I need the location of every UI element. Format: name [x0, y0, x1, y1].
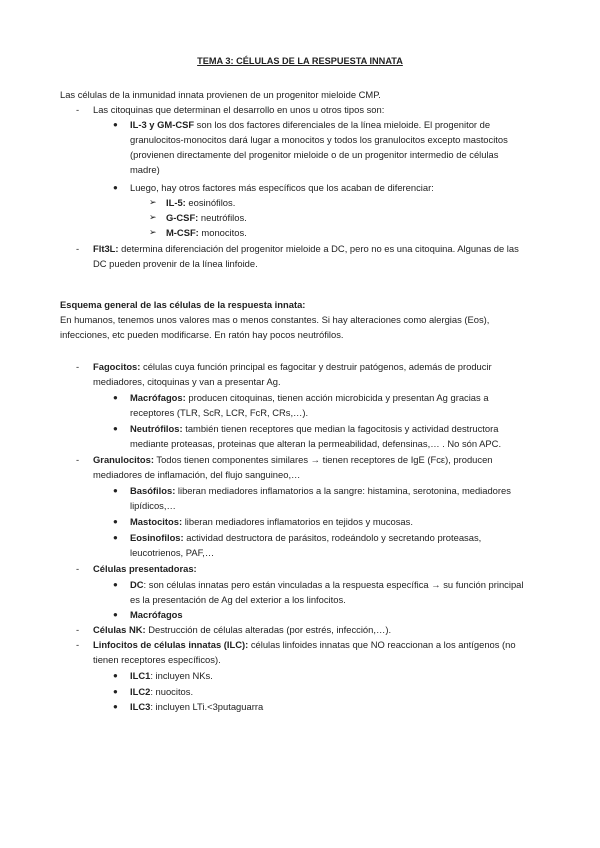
text: Destrucción de células alteradas (por estrés, infección,…). [145, 624, 392, 635]
macrofagos-line2: receptores (TLR, ScR, LCR, FcR, CRs,…). [130, 407, 309, 418]
text: eosinófilos. [185, 197, 236, 208]
dash-marker: - [76, 454, 80, 465]
ilc-item [93, 637, 516, 652]
section-paragraph-line1: En humanos, tenemos unos valores mas o menos constantes. Si hay alteraciones como alergias (Eos), [60, 314, 490, 325]
bullet-icon: ● [113, 533, 118, 542]
page-title: TEMA 3: CÉLULAS DE LA RESPUESTA INNATA [197, 56, 403, 66]
dash-marker: - [76, 361, 80, 372]
eosinofilos-line2: leucotrienos, PAF,… [130, 547, 215, 558]
sub-item-il5 [166, 195, 235, 210]
bullet-icon: ● [113, 687, 118, 696]
term: ILC3 [130, 701, 151, 712]
flt3l-item [93, 241, 519, 256]
fagocitos-line2: mediadores, citoquinas y van a presentar Ag. [93, 376, 281, 387]
text: determina diferenciación del progenitor mieloide a DC, pero no es una citoquina. Algunas de las [118, 243, 519, 254]
text: : son células innatas pero están vinculadas a la respuesta específica → su función principal [143, 579, 524, 590]
ilc2-item [130, 684, 193, 699]
text: liberan mediadores inflamatorios a la sangre: histamina, serotonina, mediadores [175, 485, 511, 496]
bullet-icon: ● [113, 702, 118, 711]
term: IL-3 y GM-CSF [130, 119, 195, 130]
term: Eosinofilos: [130, 532, 184, 543]
bullet-icon: ● [113, 610, 118, 619]
ilc1-item [130, 668, 213, 683]
text: también tienen receptores que median la fagocitosis y actividad destructora [182, 423, 499, 434]
dash-marker: - [76, 639, 80, 650]
bullet-icon: ● [113, 517, 118, 526]
text: : nuocitos. [150, 686, 194, 697]
dash-marker: - [76, 243, 80, 254]
bullet-icon: ● [113, 580, 118, 589]
term: Granulocitos: [93, 454, 154, 465]
term: G-CSF: [166, 212, 199, 223]
bullet-icon: ● [113, 120, 118, 129]
nk-item [93, 622, 391, 637]
term: Células NK: [93, 624, 146, 635]
macrofagos-presentadoras-item: Macrófagos [130, 609, 183, 620]
text: células linfoides innatas que NO reaccionan a los antígenos (no [248, 639, 516, 650]
il3-gmcsf-item [130, 117, 490, 132]
text: producen citoquinas, tienen acción microbicida y presentan Ag gracias a [185, 392, 489, 403]
ilc3-item [130, 699, 263, 714]
text: neutrófilos. [198, 212, 247, 223]
arrow-icon: ➢ [149, 197, 157, 207]
term: Flt3L: [93, 243, 119, 254]
fagocitos-item [93, 359, 492, 374]
bullet-icon: ● [113, 183, 118, 192]
bullet-icon: ● [113, 393, 118, 402]
term: M-CSF: [166, 227, 199, 238]
basofilos-line2: lipídicos,… [130, 500, 176, 511]
sub-item-mcsf [166, 225, 247, 240]
flt3l-line2: DC pueden provenir de la línea linfoide. [93, 258, 258, 269]
term: Mastocitos: [130, 516, 183, 527]
term: IL-5: [166, 197, 186, 208]
specific-factors-item: Luego, hay otros factores más específicos que los acaban de diferenciar: [130, 182, 434, 193]
dc-line2: es la presentación de Ag del exterior a los linfocitos. [130, 594, 346, 605]
term: ILC2 [130, 686, 151, 697]
term: Macrófagos: [130, 392, 186, 403]
text: Todos tienen componentes similares → tienen receptores de IgE (Fcε), producen [153, 454, 493, 465]
eosinofilos-item [130, 530, 481, 545]
neutrofilos-item [130, 421, 498, 436]
mastocitos-item [130, 514, 413, 529]
text: : incluyen LTi.<3putaguarra [150, 701, 264, 712]
il3-gmcsf-line4: madre) [130, 164, 160, 175]
text: son los dos factores diferenciales de la línea mieloide. El progenitor de [194, 119, 491, 130]
presentadoras-heading: Células presentadoras: [93, 563, 197, 574]
il3-gmcsf-line3: (provienen directamente del progenitor mieloide o de un progenitor intermedio de células [130, 149, 499, 160]
arrow-icon: ➢ [149, 212, 157, 222]
dash-marker: - [76, 104, 80, 115]
section-heading: Esquema general de las células de la respuesta innata: [60, 299, 306, 310]
section-paragraph-line2: infecciones, etc pueden modificarse. En ratón hay pocos neutrófilos. [60, 329, 344, 340]
bullet-icon: ● [113, 671, 118, 680]
il3-gmcsf-line2: granulocitos-monocitos dará lugar a monocitos y todos los granulocitos excepto mastocitos [130, 134, 508, 145]
dash-marker: - [76, 563, 80, 574]
intro-paragraph: Las células de la inmunidad innata provienen de un progenitor mieloide CMP. [60, 89, 381, 100]
ilc-line2: tienen receptores específicos). [93, 654, 221, 665]
text: liberan mediadores inflamatorios en tejidos y mucosas. [182, 516, 413, 527]
term: ILC1 [130, 670, 151, 681]
sub-item-gcsf [166, 210, 247, 225]
text: células cuya función principal es fagocitar y destruir patógenos, además de producir [140, 361, 492, 372]
text: : incluyen NKs. [150, 670, 213, 681]
bullet-icon: ● [113, 424, 118, 433]
basofilos-item [130, 483, 511, 498]
term: DC [130, 579, 144, 590]
term: Neutrófilos: [130, 423, 183, 434]
granulocitos-line2: mediadores de inflamación, del flujo sanguineo,… [93, 469, 301, 480]
text: monocitos. [198, 227, 247, 238]
term: Linfocitos de células innatas (ILC): [93, 639, 249, 650]
dc-item [130, 577, 523, 592]
dash-marker: - [76, 624, 80, 635]
cytokines-heading: Las citoquinas que determinan el desarrollo en unos u otros tipos son: [93, 104, 385, 115]
term: Fagocitos: [93, 361, 141, 372]
granulocitos-item [93, 452, 493, 467]
bullet-icon: ● [113, 486, 118, 495]
macrofagos-item [130, 390, 489, 405]
text: actividad destructora de parásitos, rodeándolo y secretando proteasas, [183, 532, 482, 543]
term: Basófilos: [130, 485, 176, 496]
arrow-icon: ➢ [149, 227, 157, 237]
neutrofilos-line2: mediante proteasas, proteinas que alteran la permeabilidad, defensinas,… . No són APC. [130, 438, 502, 449]
